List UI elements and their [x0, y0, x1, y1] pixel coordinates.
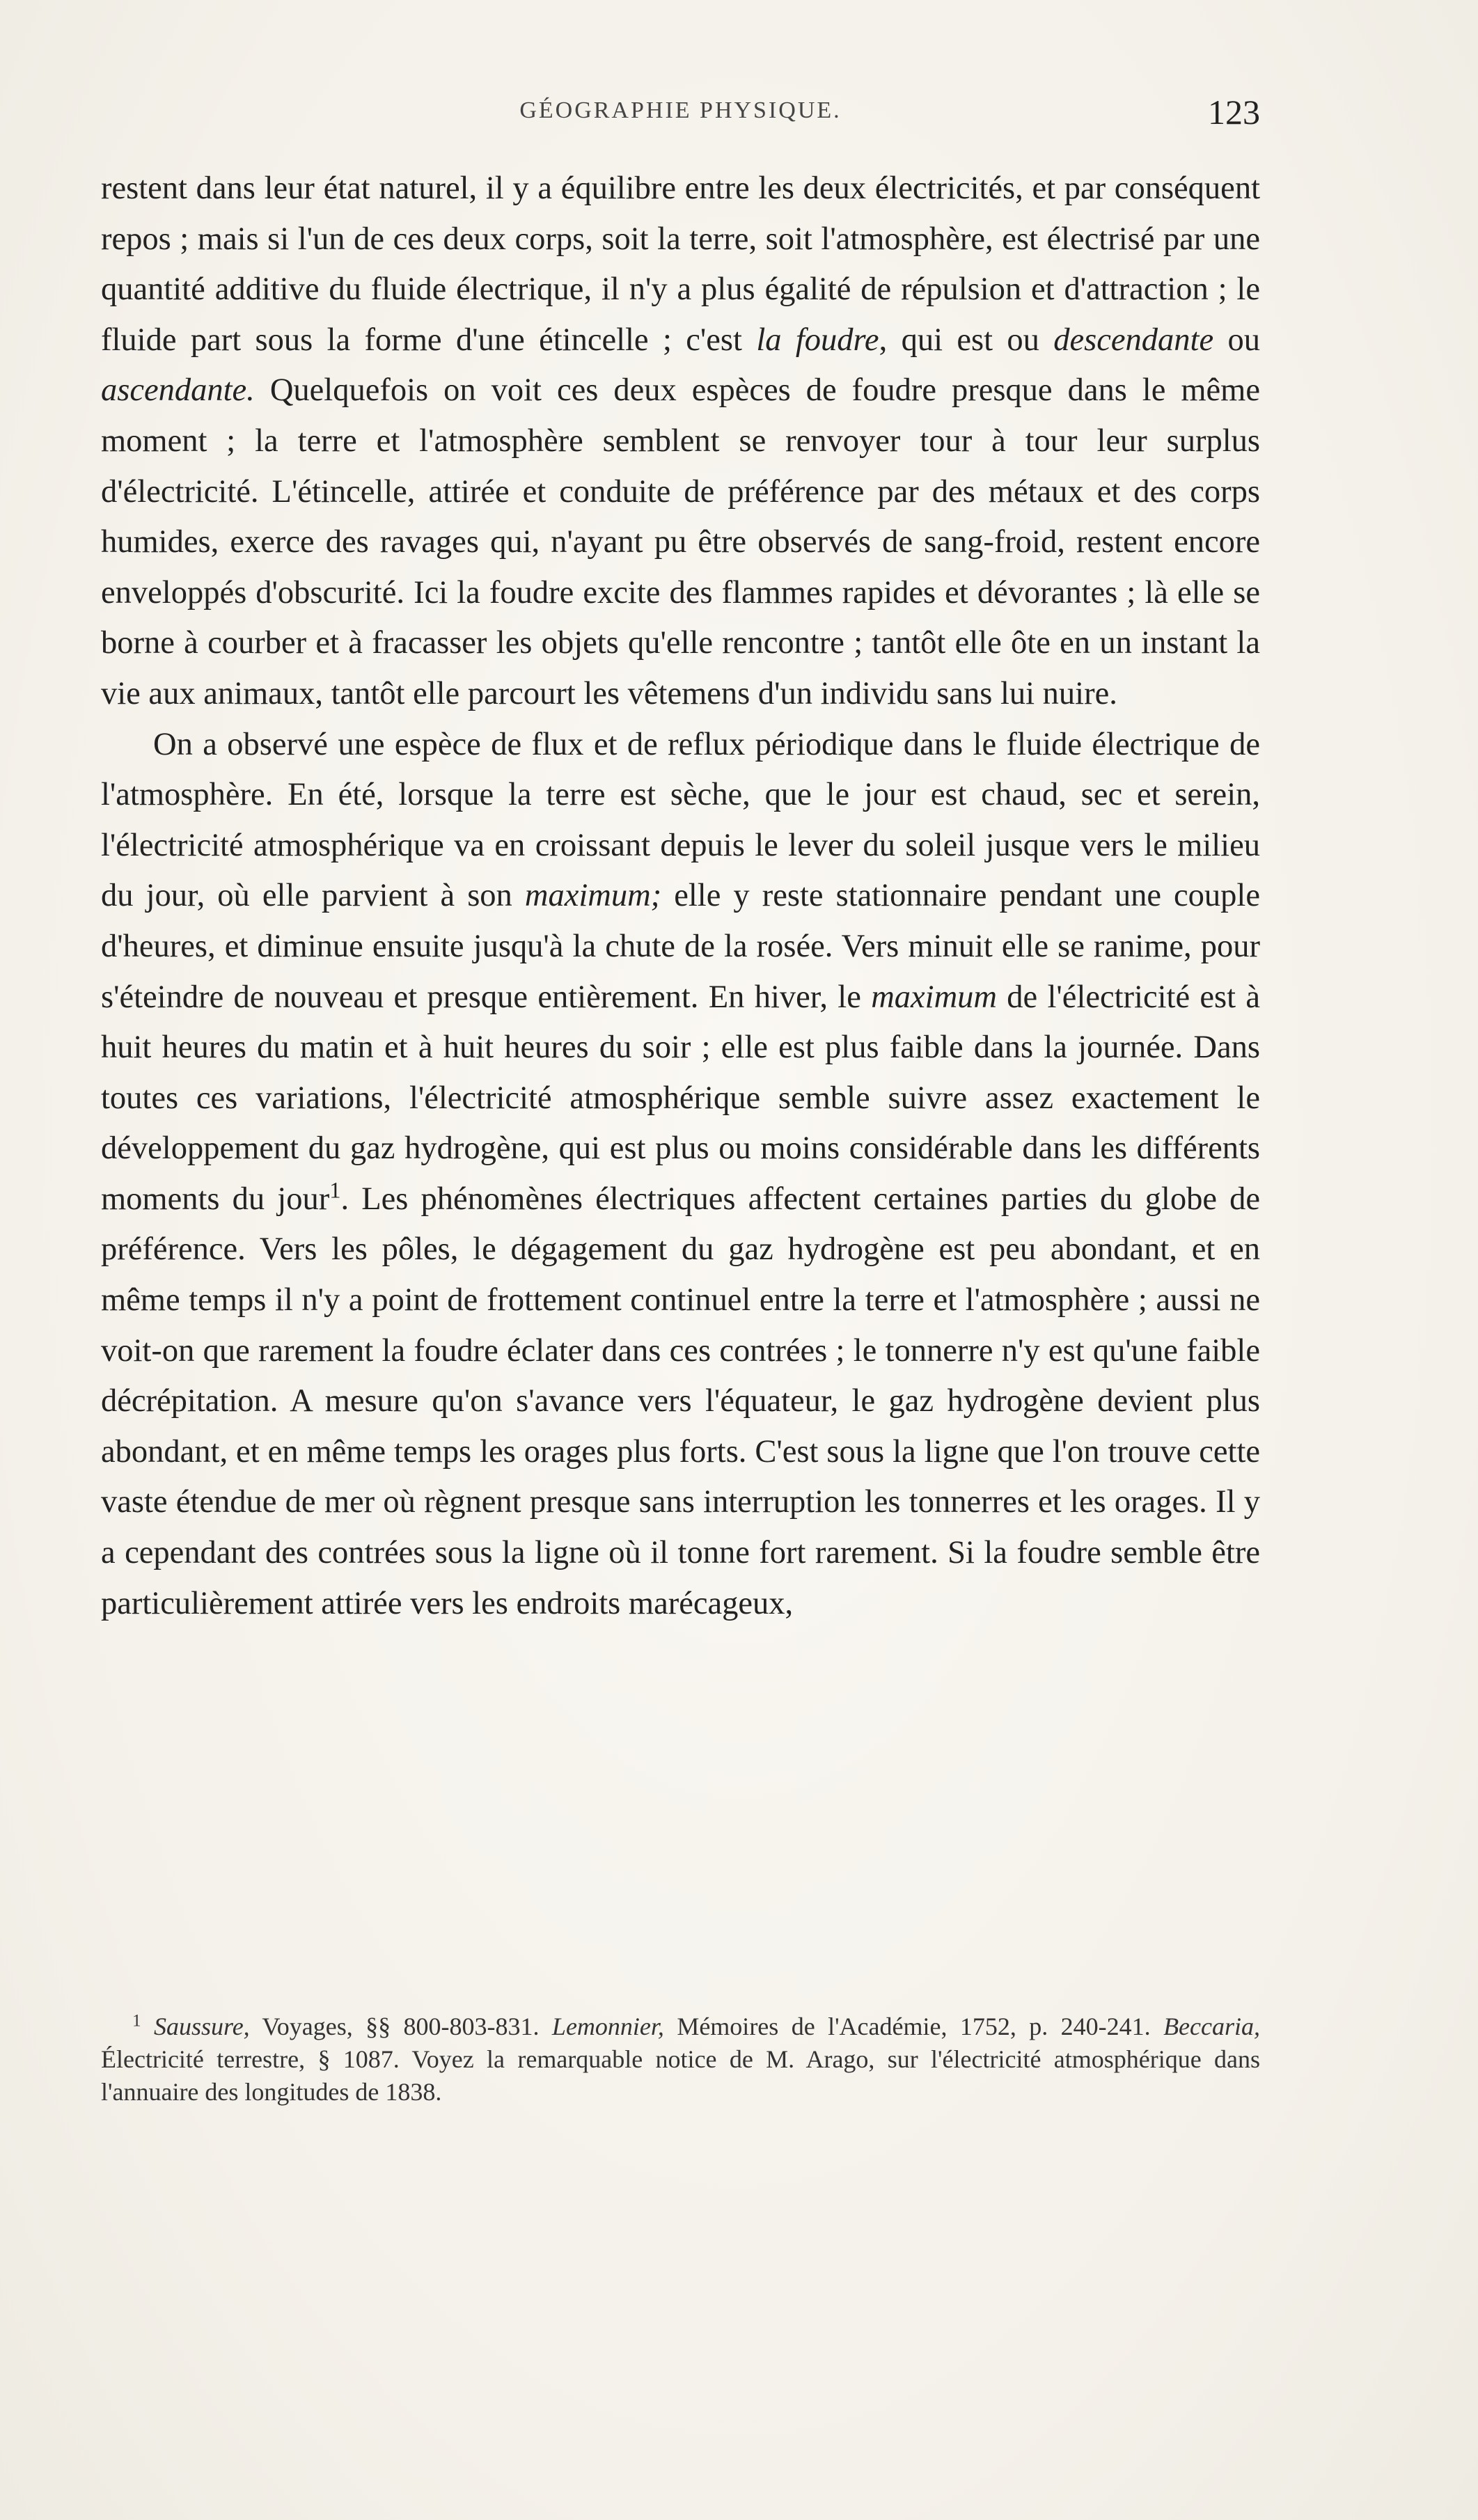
text-run: Électricité terrestre, § 1087. Voyez la remarquable notice de M. Arago, sur l'électricité atmosphérique dans l'annuaire des longitudes de 1838. [101, 2045, 1260, 2106]
paragraph-2 [101, 720, 1260, 1630]
footnote-area [101, 2010, 1260, 2109]
italic-term: maximum; [524, 878, 662, 914]
paragraph-1 [101, 164, 1260, 720]
footnote-reference[interactable]: 1 [329, 1178, 341, 1204]
italic-term: descendante [1053, 322, 1214, 358]
text-run: . Les phénomènes électriques affectent certaines parties du globe de préférence. Vers les pôles, le dégagement du gaz hydrogène est peu abondant, et en même temps il n'y a point de frottement continuel entre la terre et l'atmosphère ; aussi ne voit-on que rarement la foudre éclater dans ces contrées ; le tonnerre n'y est qu'une faible décrépitation. A mesure qu'on s'avance vers l'équateur, le gaz hydrogène devient plus abondant, et en même temps les orages plus forts. C'est sous la ligne que l'on trouve cette vaste étendue de mer où règnent presque sans interruption les tonnerres et les orages. Il y a cependant des contrées sous la ligne où il tonne fort rarement. Si la foudre semble être particulièrement attirée vers les endroits marécageux, [101, 1181, 1260, 1621]
text-run: Voyages, §§ 800-803-831. [249, 2013, 552, 2040]
main-text [101, 164, 1260, 1629]
text-run: Mémoires de l'Académie, 1752, p. 240-241. [663, 2013, 1164, 2040]
italic-term: la foudre [756, 322, 879, 358]
running-head: GÉOGRAPHIE PHYSIQUE. [519, 97, 842, 123]
text-run: elle y reste stationnaire pendant une couple d'heures, et diminue ensuite jusqu'à la chute de la rosée. Vers minuit elle se ranime, pour s'éteindre de nouveau et presque entièrement. En hiver, le [101, 878, 1260, 1015]
page-header [101, 93, 1260, 139]
page-number: 123 [1208, 93, 1260, 132]
footnote-number: 1 [132, 2011, 141, 2031]
italic-term: ascendante. [101, 372, 255, 409]
author-name: Beccaria, [1163, 2013, 1260, 2040]
italic-term: maximum [871, 979, 997, 1015]
text-run: , qui est ou [879, 322, 1054, 358]
text-run: de l'électricité est à huit heures du matin et à huit heures du soir ; elle est plus faible dans la journée. Dans toutes ces variations, l'électricité atmosphérique semble suivre assez exactement le développement du gaz hydrogène, qui est plus ou moins considérable dans les différents moments du jour [101, 979, 1260, 1217]
text-run: restent dans leur état naturel, il y a équilibre entre les deux électricités, et par conséquent repos ; mais si l'un de ces deux corps, soit la terre, soit l'atmosphère, est électrisé par une quantité additive du fluide électrique, il n'y a plus égalité de répulsion et d'attraction ; le fluide part sous la forme d'une étincelle ; c'est [101, 171, 1260, 358]
author-name: Lemonnier, [551, 2013, 664, 2040]
author-name: Saussure, [154, 2013, 250, 2040]
text-run: On a observé une espèce de flux et de reflux périodique dans le fluide électrique de l'atmosphère. En été, lorsque la terre est sèche, que le jour est chaud, sec et serein, l'électricité atmosphérique va en croissant depuis le lever du soleil jusque vers le milieu du jour, où elle parvient à son [101, 726, 1260, 914]
text-run: Quelquefois on voit ces deux espèces de foudre presque dans le même moment ; la terre et l'atmosphère semblent se renvoyer tour à tour leur surplus d'électricité. L'étincelle, attirée et conduite de préférence par des métaux et des corps humides, exerce des ravages qui, n'ayant pu être observés de sang-froid, restent encore enveloppés d'obscurité. Ici la foudre excite des flammes rapides et dévorantes ; là elle se borne à courber et à fracasser les objets qu'elle rencontre ; tantôt elle ôte en un instant la vie aux animaux, tantôt elle parcourt les vêtemens d'un individu sans lui nuire. [101, 372, 1260, 711]
text-run: ou [1213, 322, 1261, 358]
footnote-1 [101, 2010, 1260, 2109]
